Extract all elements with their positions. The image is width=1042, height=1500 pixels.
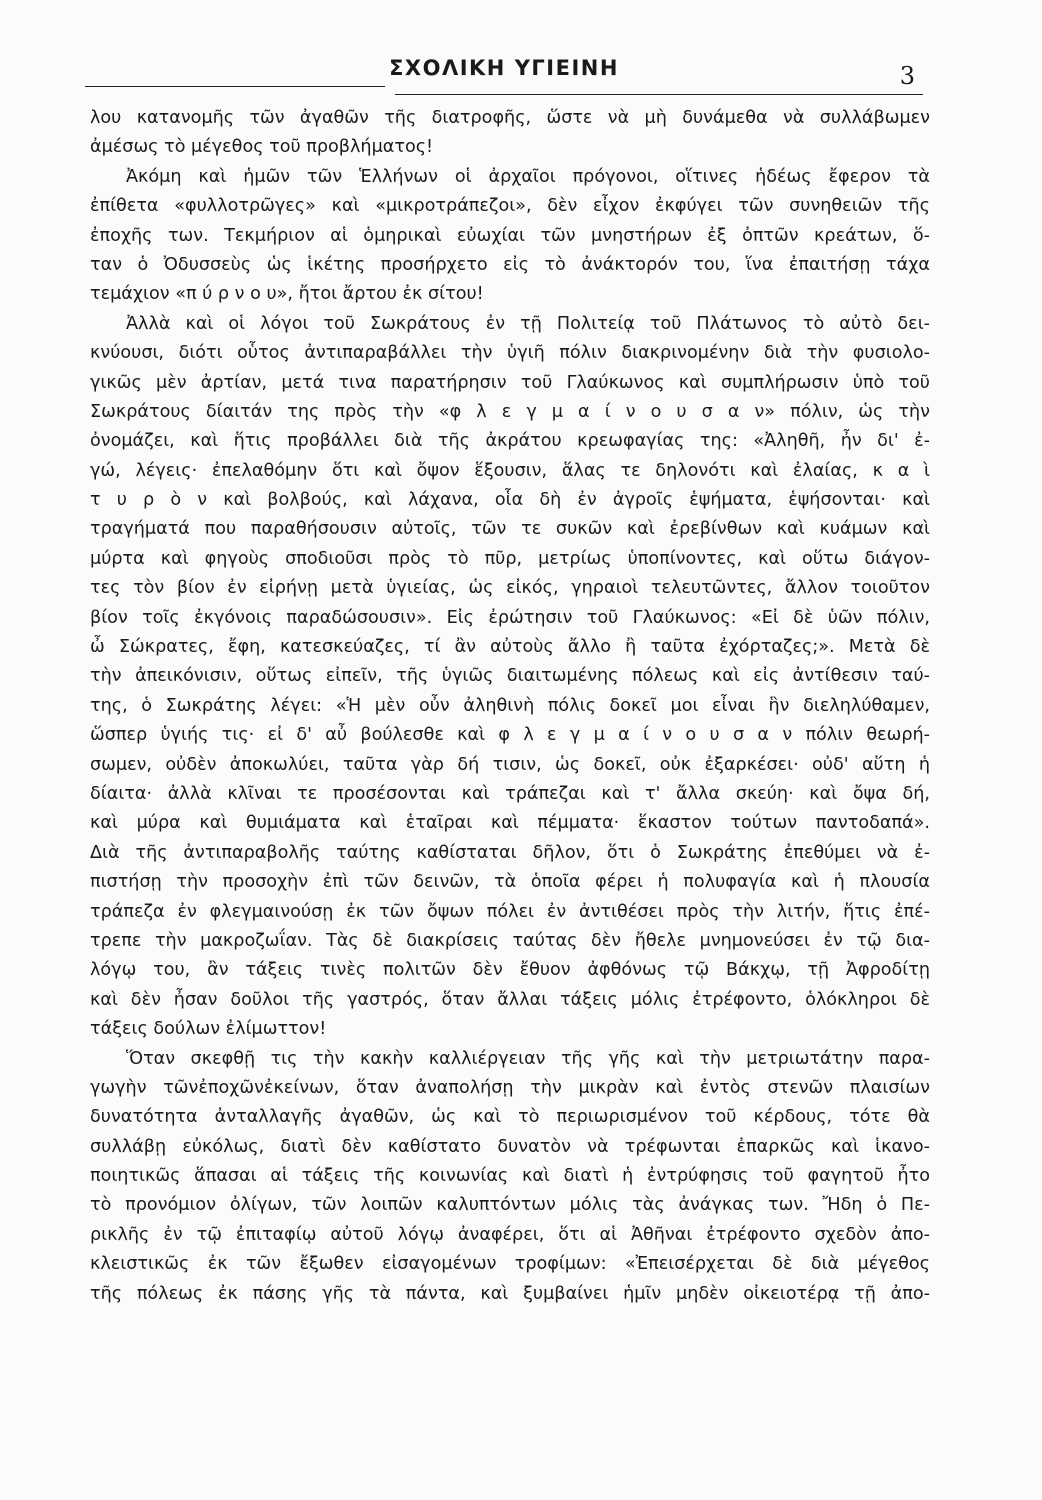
text-line: γικῶς μὲν ἀρτίαν, μετά τινα παρατήρησιν τοῦ Γλαύκωνος καὶ συμπλήρωσιν ὑπὸ τοῦ (90, 372, 930, 393)
text-line: δυνατότητα ἀνταλλαγῆς ἀγαθῶν, ὡς καὶ τὸ περιωρισμένον τοῦ κέρδους, τότε θὰ (90, 1107, 930, 1128)
text-line: ταν ὁ Ὀδυσσεὺς ὡς ἱκέτης προσήρχετο εἰς τὸ ἀνάκτορόν του, ἵνα ἐπαιτήσῃ τάχα (90, 254, 930, 275)
text-line: συλλάβῃ εὐκόλως, διατὶ δὲν καθίστατο δυνατὸν νὰ τρέφωνται ἐπαρκῶς καὶ ἱκανο- (90, 1136, 930, 1157)
text-line: Ἀκόμη καὶ ἡμῶν τῶν Ἑλλήνων οἱ ἀρχαῖοι πρόγονοι, οἵτινες ἡδέως ἔφερον τὰ (126, 166, 930, 187)
header-rule-right (395, 94, 923, 95)
text-line: καὶ δὲν ἦσαν δοῦλοι τῆς γαστρός, ὅταν ἄλλαι τάξεις μόλις ἐτρέφοντο, ὁλόκληροι δὲ (90, 989, 930, 1010)
text-line: γωγὴν τῶνἐποχῶνἐκείνων, ὅταν ἀναπολήσῃ τὴν μικρὰν καὶ ἐντὸς στενῶν πλαισίων (90, 1077, 930, 1098)
text-line: πιστήσῃ τὴν προσοχὴν ἐπὶ τῶν δεινῶν, τὰ ὁποῖα φέρει ἡ πολυφαγία καὶ ἡ πλουσία (90, 872, 930, 893)
text-line: Ἀλλὰ καὶ οἱ λόγοι τοῦ Σωκράτους ἐν τῇ Πολιτείᾳ τοῦ Πλάτωνος τὸ αὐτὸ δει- (126, 313, 930, 334)
text-line: βίον τοῖς ἐκγόνοις παραδώσουσιν». Εἰς ἐρώτησιν τοῦ Γλαύκωνος: «Εἰ δὲ ὑῶν πόλιν, (90, 607, 930, 628)
text-line: Σωκράτους δίαιτάν της πρὸς τὴν «φ λ ε γ μ α ί ν ο υ σ α ν» πόλιν, ὡς τὴν (90, 401, 930, 422)
text-line: δίαιτα· ἀλλὰ κλῖναι τε προσέσονται καὶ τράπεζαι καὶ τ' ἄλλα σκεύη· καὶ ὄψα δή, (90, 783, 930, 804)
text-line: τραγήματά που παραθήσουσιν αὐτοῖς, τῶν τε συκῶν καὶ ἐρεβίνθων καὶ κυάμων καὶ (90, 519, 930, 540)
text-line: τῆς πόλεως ἐκ πάσης γῆς τὰ πάντα, καὶ ξυμβαίνει ἡμῖν μηδὲν οἰκειοτέρᾳ τῇ ἀπο- (90, 1283, 930, 1304)
text-line: κνύουσι, διότι οὗτος ἀντιπαραβάλλει τὴν ὑγιῆ πόλιν διακρινομένην διὰ τὴν φυσιολο- (90, 343, 930, 364)
text-line: τὸ προνόμιον ὀλίγων, τῶν λοιπῶν καλυπτόντων μόλις τὰς ἀνάγκας των. Ἤδη ὁ Πε- (90, 1195, 930, 1216)
text-line: μύρτα καὶ φηγοὺς σποδιοῦσι πρὸς τὸ πῦρ, μετρίως ὑποπίνοντες, καὶ οὕτω διάγον- (90, 548, 930, 569)
text-line: Ὅταν σκεφθῇ τις τὴν κακὴν καλλιέργειαν τῆς γῆς καὶ τὴν μετριωτάτην παρα- (126, 1048, 930, 1069)
text-line: κλειστικῶς ἐκ τῶν ἔξωθεν εἰσαγομένων τροφίμων: «Ἐπεισέρχεται δὲ διὰ μέγεθος (90, 1254, 930, 1275)
header-rule-left (85, 86, 385, 87)
body-text (90, 104, 930, 1309)
text-line: ὥσπερ ὑγιής τις· εἰ δ' αὖ βούλεσθε καὶ φ λ ε γ μ α ί ν ο υ σ α ν πόλιν θεωρή- (90, 725, 930, 746)
text-line: ρικλῆς ἐν τῷ ἐπιταφίῳ αὐτοῦ λόγῳ ἀναφέρει, ὅτι αἱ Ἀθῆναι ἐτρέφοντο σχεδὸν ἀπο- (90, 1224, 930, 1245)
running-title: ΣΧΟΛΙΚΗ ΥΓΙΕΙΝΗ (389, 56, 619, 80)
text-line: της, ὁ Σωκράτης λέγει: «Ἡ μὲν οὖν ἀληθινὴ πόλις δοκεῖ μοι εἶναι ἣν διεληλύθαμεν, (90, 695, 930, 716)
text-line: τ υ ρ ὸ ν καὶ βολβούς, καὶ λάχανα, οἷα δὴ ἐν ἀγροῖς ἑψήματα, ἑψήσονται· καὶ (90, 490, 930, 511)
text-line: σωμεν, οὐδὲν ἀποκωλύει, ταῦτα γὰρ δή τισιν, ὡς δοκεῖ, οὐκ ἐξαρκέσει· οὐδ' αὕτη ἡ (90, 754, 930, 775)
text-line: γώ, λέγεις· ἐπελαθόμην ὅτι καὶ ὄψον ἕξουσιν, ἅλας τε δηλονότι καὶ ἐλαίας, κ α ὶ (90, 460, 930, 481)
text-line: τεμάχιον «π ύ ρ ν ο υ», ἤτοι ἄρτου ἐκ σίτου! (90, 284, 484, 305)
text-line: ἀμέσως τὸ μέγεθος τοῦ προβλήματος! (90, 137, 434, 158)
page-number: 3 (899, 62, 915, 90)
text-line: Διὰ τῆς ἀντιπαραβολῆς ταύτης καθίσταται δῆλον, ὅτι ὁ Σωκράτης ἐπεθύμει νὰ ἐ- (90, 842, 930, 863)
text-line: τάξεις δούλων ἐλίμωττον! (90, 1019, 327, 1040)
text-line: ποιητικῶς ἅπασαι αἱ τάξεις τῆς κοινωνίας καὶ διατὶ ἡ ἐντρύφησις τοῦ φαγητοῦ ἦτο (90, 1166, 930, 1187)
text-line: τες τὸν βίον ἐν εἰρήνῃ μετὰ ὑγιείας, ὡς εἰκός, γηραιοὶ τελευτῶντες, ἄλλον τοιοῦτον (90, 578, 930, 599)
text-line: ὦ Σώκρατες, ἔφη, κατεσκεύαζες, τί ἂν αὐτοὺς ἄλλο ἢ ταῦτα ἐχόρταζες;». Μετὰ δὲ (90, 637, 930, 658)
text-line: ἐπίθετα «φυλλοτρῶγες» καὶ «μικροτράπεζοι», δὲν εἶχον ἐκφύγει τῶν συνηθειῶν τῆς (90, 196, 930, 217)
text-line: τράπεζα ἐν φλεγμαινούσῃ ἐκ τῶν ὄψων πόλει ἐν ἀντιθέσει πρὸς τὴν λιτήν, ἥτις ἐπέ- (90, 901, 930, 922)
text-line: τὴν ἀπεικόνισιν, οὕτως εἰπεῖν, τῆς ὑγιῶς διαιτωμένης πόλεως καὶ εἰς ἀντίθεσιν ταύ- (90, 666, 930, 687)
text-line: ὀνομάζει, καὶ ἥτις προβάλλει διὰ τῆς ἀκράτου κρεωφαγίας της: «Ἀληθῆ, ἦν δι' ἐ- (90, 431, 930, 452)
text-line: λου κατανομῆς τῶν ἀγαθῶν τῆς διατροφῆς, ὥστε νὰ μὴ δυνάμεθα νὰ συλλάβωμεν (90, 108, 930, 128)
text-line: τρεπε τὴν μακροζωΐαν. Τὰς δὲ διακρίσεις ταύτας δὲν ἤθελε μνημονεύσει ἐν τῷ δια- (90, 930, 930, 951)
text-line: λόγῳ του, ἂν τάξεις τινὲς πολιτῶν δὲν ἔθυον ἀφθόνως τῷ Βάκχῳ, τῇ Ἀφροδίτῃ (90, 960, 930, 981)
text-line: καὶ μύρα καὶ θυμιάματα καὶ ἑταῖραι καὶ πέμματα· ἕκαστον τούτων παντοδαπά». (90, 813, 930, 834)
page-header (85, 56, 923, 100)
text-line: ἐποχῆς των. Τεκμήριον αἱ ὁμηρικαὶ εὐωχίαι τῶν μνηστήρων ἐξ ὀπτῶν κρεάτων, ὅ- (90, 225, 930, 246)
